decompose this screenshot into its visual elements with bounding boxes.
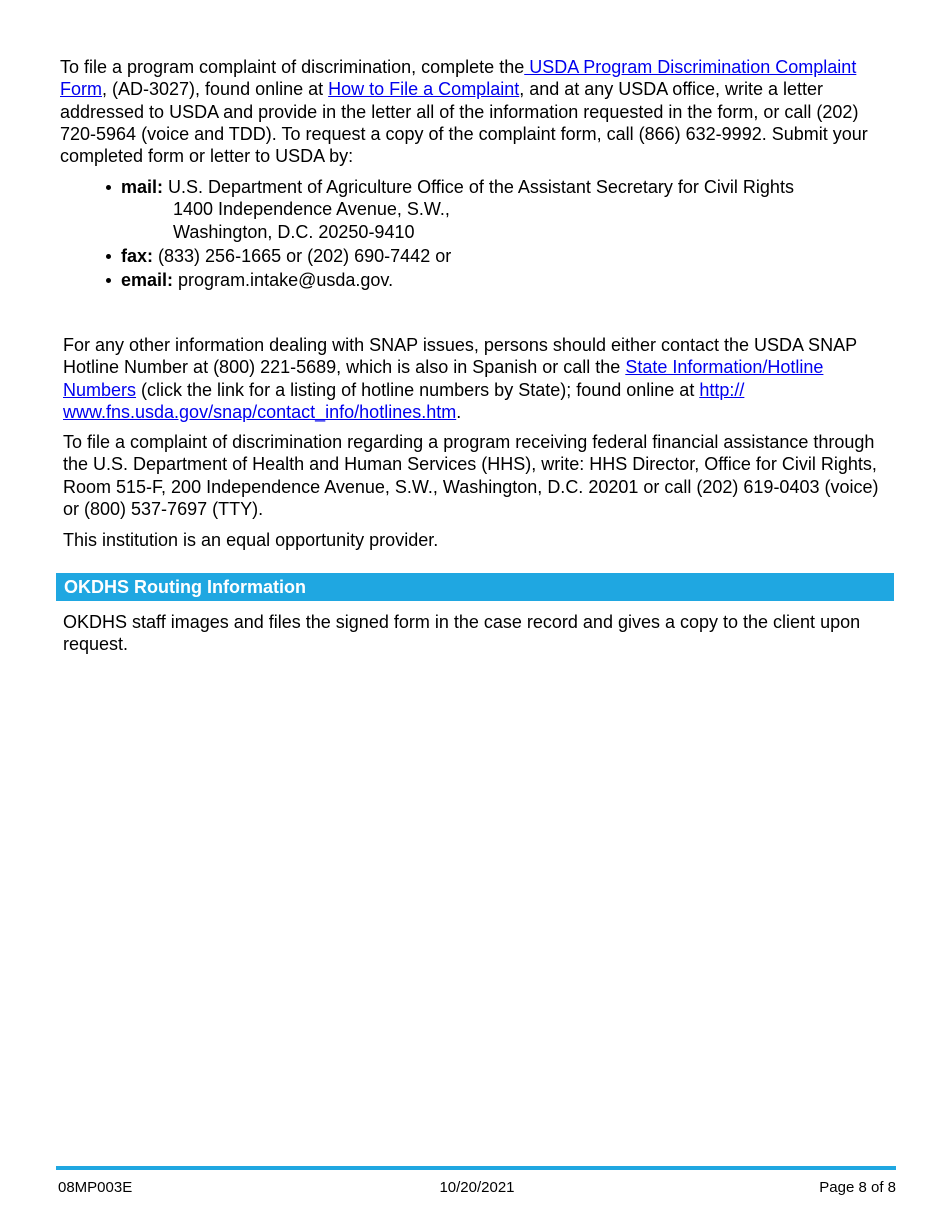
state-hotline-link[interactable]: State Information/Hotline Numbers <box>63 357 824 400</box>
list-item-fax <box>60 245 895 267</box>
email-value: program.intake@usda.gov. <box>173 270 394 291</box>
snap-text-3: . <box>456 401 462 422</box>
routing-text: OKDHS staff images and files the signed form in the case record and gives a copy to the client upon request. <box>63 612 861 655</box>
fax-value: (833) 256-1665 or (202) 690-7442 or <box>153 245 452 266</box>
list-item-mail <box>60 176 895 243</box>
hotlines-url-part-1: http:// <box>699 379 745 400</box>
revision-date: 10/20/2021 <box>439 1179 515 1196</box>
hotlines-url-part-2: www.fns.usda.gov/snap/contact_info/hotlines.htm <box>63 401 457 422</box>
snap-text-1: For any other information dealing with SNAP issues, persons should either contact the USDA SNAP Hotline Number at (800) 221-5689, which is also in Spanish or call the <box>63 335 857 378</box>
complaint-text-2: , (AD-3027), found online at <box>102 79 329 100</box>
mail-line-2: 1400 Independence Avenue, S.W., <box>173 199 450 220</box>
page-footer <box>58 1178 896 1198</box>
mail-label: mail: <box>121 177 164 197</box>
equal-opportunity-statement: This institution is an equal opportunity provider. <box>63 530 439 550</box>
snap-text-2: (click the link for a listing of hotline numbers by State); found online at <box>136 379 700 400</box>
page-number: Page 8 of 8 <box>819 1179 896 1196</box>
complaint-text-1: To file a program complaint of discrimination, complete the <box>60 57 525 77</box>
how-to-file-link[interactable]: How to File a Complaint <box>328 79 520 100</box>
mail-line-1: U.S. Department of Agriculture Office of the Assistant Secretary for Civil Rights <box>163 177 794 197</box>
mail-line-3: Washington, D.C. 20250-9410 <box>173 221 415 242</box>
contact-methods-list <box>60 176 895 293</box>
footer-divider <box>56 1166 896 1170</box>
fax-label: fax: <box>121 245 154 266</box>
complaint-form-link[interactable]: USDA Program Discrimination Complaint Form <box>60 57 857 100</box>
email-label: email: <box>121 270 174 291</box>
hhs-paragraph: To file a complaint of discrimination regarding a program receiving federal financial assistance through the U.S. Department of Health and Human Services (HHS), write: HHS Director, Office for Civil Rights, Room 515-F, 200 Independence Avenue, S.W., Washington, D.C. 20201 or call (202) 619-0403 (voice) or (800) 537-7697 (TTY). <box>63 432 879 519</box>
list-item-email <box>60 269 895 291</box>
routing-heading: OKDHS Routing Information <box>56 573 894 601</box>
form-number: 08MP003E <box>58 1179 133 1196</box>
complaint-text-3: , and at any USDA office, write a letter addressed to USDA and provide in the letter all of the information requested in the form, or call (202) 720-5964 (voice and TDD). To request a copy of the complaint form, call (866) 632-9992. Submit your completed form or letter to USDA by: <box>60 79 868 167</box>
snap-paragraph <box>63 334 893 423</box>
complaint-paragraph <box>60 56 895 167</box>
